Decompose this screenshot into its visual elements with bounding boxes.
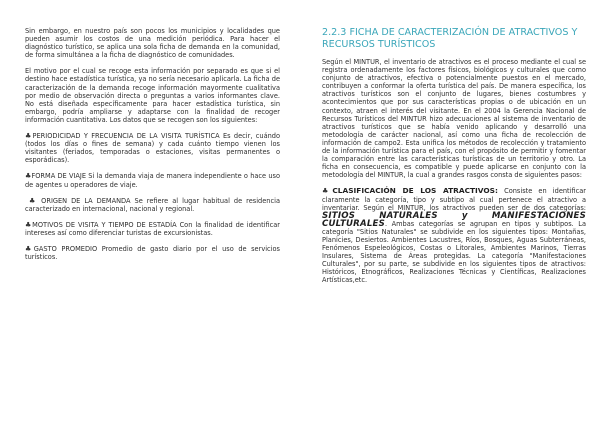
- bullet-text: Promedio de gasto diario por el uso de servicios turísticos.: [25, 244, 280, 262]
- club-bullet-icon: ♣: [322, 187, 333, 196]
- bullet-term: GASTO PROMEDIO: [33, 244, 98, 253]
- right-paragraph-1: Según el MINTUR, el inventario de atractivos es el proceso mediante el cual se registra ordenadamente los factores físicos, biológicos y culturales que como conjunto de atractivos, efectiva o potencialmente puestos en el mercado, contribuyen a conformar la oferta turística del país. De manera específica, los atractivos turísticos son el conjunto de lugares, bienes costumbres y acontecimientos que por sus características propias o de ubicación en un contexto, atraen el interés del visitante. En el 2004 la Gerencia Nacional de Recursos Turísticos del MINTUR hizo adecuaciones al sistema de inventario de atractivos turísticos que se había venido aplicando y desarrolló una metodología de carácter nacional, así como una ficha de recolección de información de campo2. Esta unifica los métodos de recolección y tratamiento de la información turística para el país, con el propósito de permitir y fomentar la comparación entre las características turísticas de un territorio y otro. La ficha en consecuencia, es compatible y puede aplicarse en conjunto con la metodología del MINTUR, la cual a grandes rasgos consta de siguientes pasos:: [322, 58, 586, 180]
- bullet-text-1: Consiste en identificar claramente la categoría, tipo y subtipo al cual pertenece el atractivo a inventariar. Según el MINTUR, los atractivos pueden ser de dos categorías:: [322, 187, 587, 212]
- bullet-term: CLASIFICACIÓN DE LOS ATRACTIVOS:: [332, 186, 498, 196]
- club-bullet-icon: ♣: [25, 132, 33, 141]
- category-sitios-naturales: SITIOS NATURALES: [322, 210, 438, 221]
- bullet-term: ORIGEN DE LA DEMANDA: [37, 196, 131, 205]
- bullet-clasificacion: [322, 187, 586, 284]
- bullet-term: FORMA DE VIAJE: [31, 172, 87, 181]
- club-bullet-icon: ♣: [25, 220, 33, 229]
- bullet-text-2: . Ambas categorías se agrupan en tipos y subtipos. La categoría "Sitios Naturales" se subdivide en los siguientes tipos: Montañas, Planicies, Desiertos. Ambientes Lacustres, Ríos, Bosques, Aguas Subterráneas, Fenómenos Espeleológicos, Costas o Litorales, Ambientes Marinos, Tierras Insulares, Sistema de Áreas protegidas. La categoría "Manifestaciones Culturales", por su parte, se subdivide en los siguientes tipos de atractivos: Históricos, Etnográficos, Realizaciones Técnicas y Científicas, Realizaciones Artísticas,etc.: [322, 219, 586, 285]
- club-bullet-icon: ♣: [29, 196, 38, 205]
- bullet-gasto: [25, 245, 280, 261]
- club-bullet-icon: ♣: [25, 244, 34, 253]
- club-bullet-icon: ♣: [25, 172, 32, 181]
- right-column: [322, 27, 586, 293]
- bullet-motivos: [25, 221, 280, 237]
- bullet-text: Si la demanda viaja de manera independiente o hace uso de agentes u operadores de viaje.: [25, 172, 281, 189]
- category-manifestaciones-culturales: MANIFESTACIONES CULTURALES: [322, 210, 586, 229]
- bullet-periodicidad: [25, 132, 280, 164]
- bullet-origen: [25, 197, 280, 213]
- bullet-term: MOTIVOS DE VISITA Y TIEMPO DE ESTADÍA: [32, 220, 177, 229]
- left-column: [25, 27, 280, 269]
- bullet-text: Se refiere al lugar habitual de residencia caracterizado en internacional, nacional y regional.: [25, 196, 280, 213]
- bullet-term: PERIODICIDAD Y FRECUENCIA DE LA VISITA TURÍSTICA: [32, 132, 220, 141]
- bullet-text: Es decir, cuándo (todos los días o fines de semana) y cada cuánto tiempo vienen los visitantes (feriados, temporadas o estaciones, visitas permanentes o esporádicas).: [25, 132, 281, 165]
- left-paragraph-2: El motivo por el cual se recoge esta información por separado es que si el destino hace estadística turística, ya no sería necesario aplicarla. La ficha de caracterización de la demanda recoge información mayormente cualitativa por medio de observación directa o preguntas a varios informantes clave. No está diseñada específicamente para hacer estadística turística, sin embargo, podría ampliarse y adaptarse con la finalidad de recoger información cuantitativa. Los datos que se recogen son los siguientes:: [25, 67, 280, 124]
- section-heading: 2.2.3 FICHA DE CARACTERIZACIÓN DE ATRACTIVOS Y RECURSOS TURÍSTICOS: [322, 27, 578, 50]
- bullet-text: Con la finalidad de identificar intereses así como diferenciar turistas de excursionistas.: [25, 220, 281, 237]
- left-paragraph-1: Sin embargo, en nuestro país son pocos los municipios y localidades que pueden asumir los costos de una medición periódica. Para hacer el diagnóstico turístico, se aplica una sola ficha de demanda en la comunidad, de forma simultánea a la ficha de diagnóstico de comunidades.: [25, 27, 280, 60]
- category-conjunction: y: [437, 210, 492, 221]
- bullet-forma-viaje: [25, 172, 280, 188]
